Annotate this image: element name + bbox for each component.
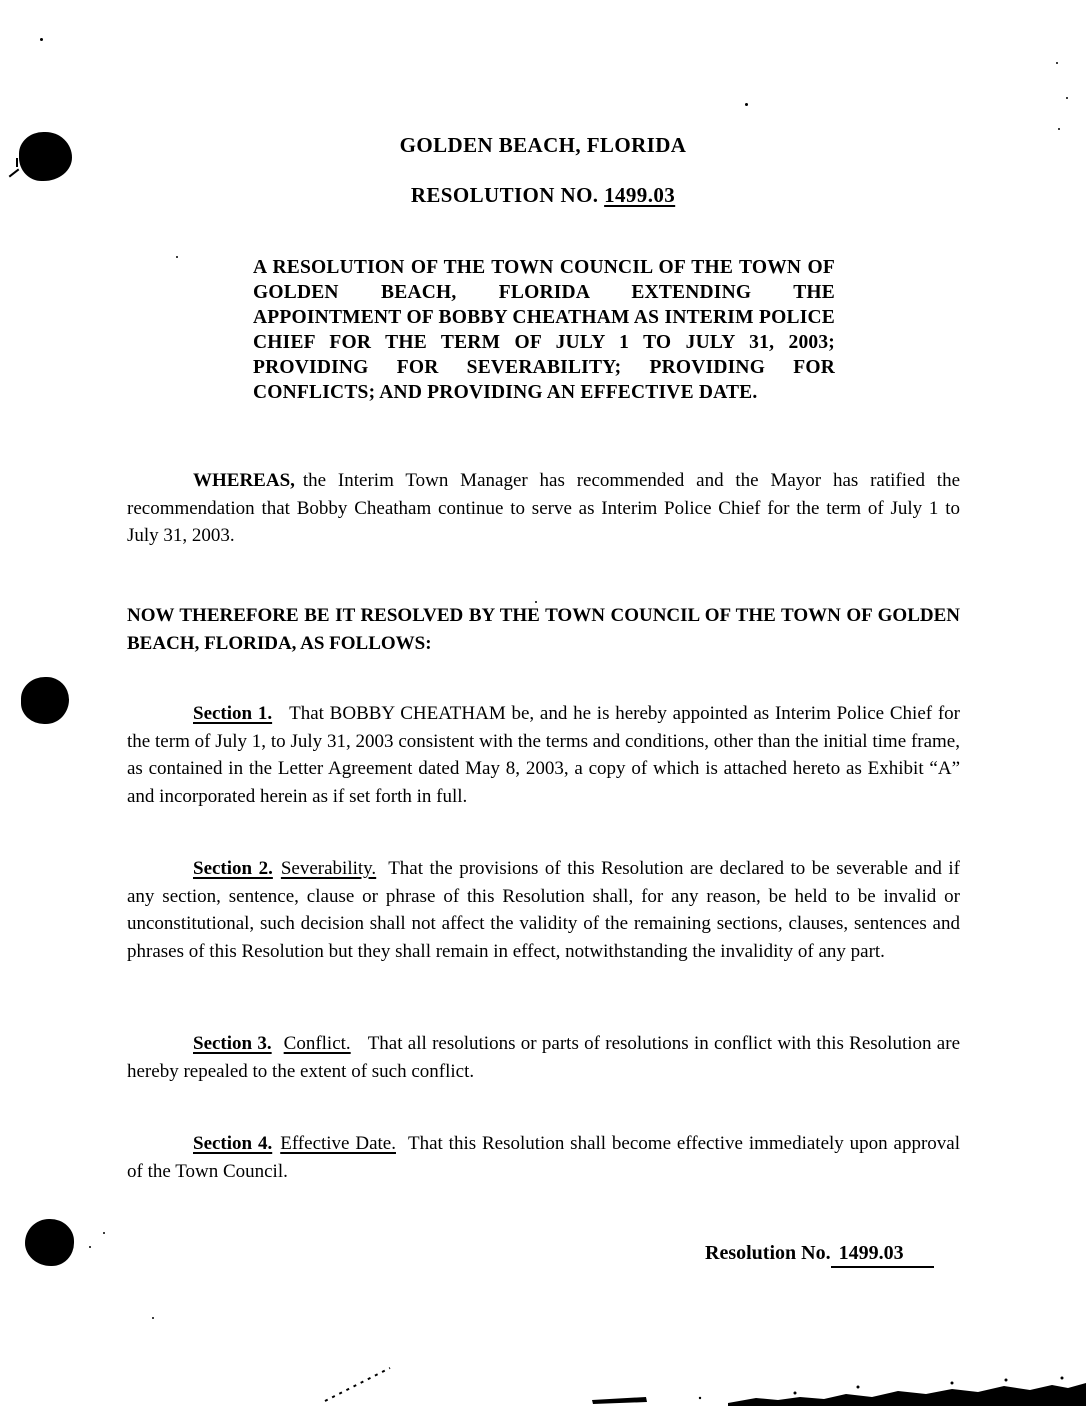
resolution-title: A RESOLUTION OF THE TOWN COUNCIL OF THE TOWN OF GOLDEN BEACH, FLORIDA EXTENDING THE APPOINTMENT OF BOBBY CHEATHAM AS INTERIM POLICE CHIEF FOR THE TERM OF JULY 1 TO JULY 31, 2003; PROVIDING FOR SEVERABILITY; PROVIDING FOR CONFLICTS; AND PROVIDING AN EFFECTIVE DATE. [253, 257, 835, 403]
resolution-number: 1499.03 [604, 183, 676, 207]
footer-resolution-number [705, 1242, 934, 1268]
resolution-label: RESOLUTION NO. [410, 183, 599, 207]
section-3-subtitle: Conflict. [283, 1033, 351, 1054]
section-4-subtitle: Effective Date. [280, 1133, 396, 1154]
section-4-text: That this Resolution shall become effective immediately upon approval of the Town Council. [127, 1133, 960, 1182]
scan-scratch-mark [16, 158, 18, 167]
toner-speck [176, 256, 178, 258]
section-1-paragraph [127, 700, 960, 810]
section-2-text: That the provisions of this Resolution are declared to be severable and if any section, sentence, clause or phrase of this Resolution shall, for any reason, be held to be invalid or unconstitutional, such decision shall not affect the validity of the remaining sections, clauses, sentences and phrases of this Resolution but they shall remain in effect, notwithstanding the invalidity of any part. [127, 858, 960, 962]
toner-speck [1066, 97, 1068, 99]
section-4-label: Section 4. [193, 1133, 273, 1154]
punch-hole-dot-middle [21, 677, 69, 724]
section-4-paragraph [127, 1130, 960, 1185]
section-2-label: Section 2. [193, 858, 273, 879]
whereas-paragraph [127, 467, 960, 550]
section-3-text: That all resolutions or parts of resolutions in conflict with this Resolution are hereby repealed to the extent of such conflict. [127, 1033, 960, 1082]
document-city-heading: GOLDEN BEACH, FLORIDA [399, 133, 687, 157]
resolved-paragraph: NOW THEREFORE BE IT RESOLVED BY THE TOWN COUNCIL OF THE TOWN OF GOLDEN BEACH, FLORIDA, AS FOLLOWS: [127, 605, 960, 654]
scan-scratch-mark [9, 169, 20, 178]
bottom-scan-smudge [0, 1356, 1086, 1406]
toner-speck [1058, 128, 1060, 130]
toner-speck [152, 1317, 154, 1319]
toner-speck [745, 103, 748, 106]
toner-speck [40, 38, 43, 41]
section-3-paragraph [127, 1030, 960, 1085]
section-2-paragraph [127, 855, 960, 965]
whereas-text: the Interim Town Manager has recommended and the Mayor has ratified the recommendation that Bobby Cheatham continue to serve as Interim Police Chief for the term of July 1 to July 31, 2003. [127, 470, 960, 546]
section-1-text: That BOBBY CHEATHAM be, and he is hereby appointed as Interim Police Chief for the term of July 1, to July 31, 2003 consistent with the terms and conditions, other than the initial time frame, as contained in the Letter Agreement dated May 8, 2003, a copy of which is attached hereto as Exhibit “A” and incorporated herein as if set forth in full. [127, 703, 960, 807]
toner-speck [1056, 62, 1058, 64]
section-1-label: Section 1. [193, 703, 273, 724]
document-resolution-heading [0, 183, 1086, 208]
toner-speck [57, 687, 59, 689]
toner-speck [103, 1232, 105, 1234]
section-3-label: Section 3. [193, 1033, 272, 1054]
section-2-subtitle: Severability. [280, 858, 377, 879]
toner-speck [89, 1246, 91, 1248]
punch-hole-dot-bottom [25, 1219, 74, 1266]
footer-resolution-value: 1499.03 [831, 1242, 934, 1268]
toner-speck [50, 697, 52, 699]
whereas-lead: WHEREAS, [193, 470, 295, 491]
footer-resolution-label: Resolution No. [705, 1242, 831, 1264]
